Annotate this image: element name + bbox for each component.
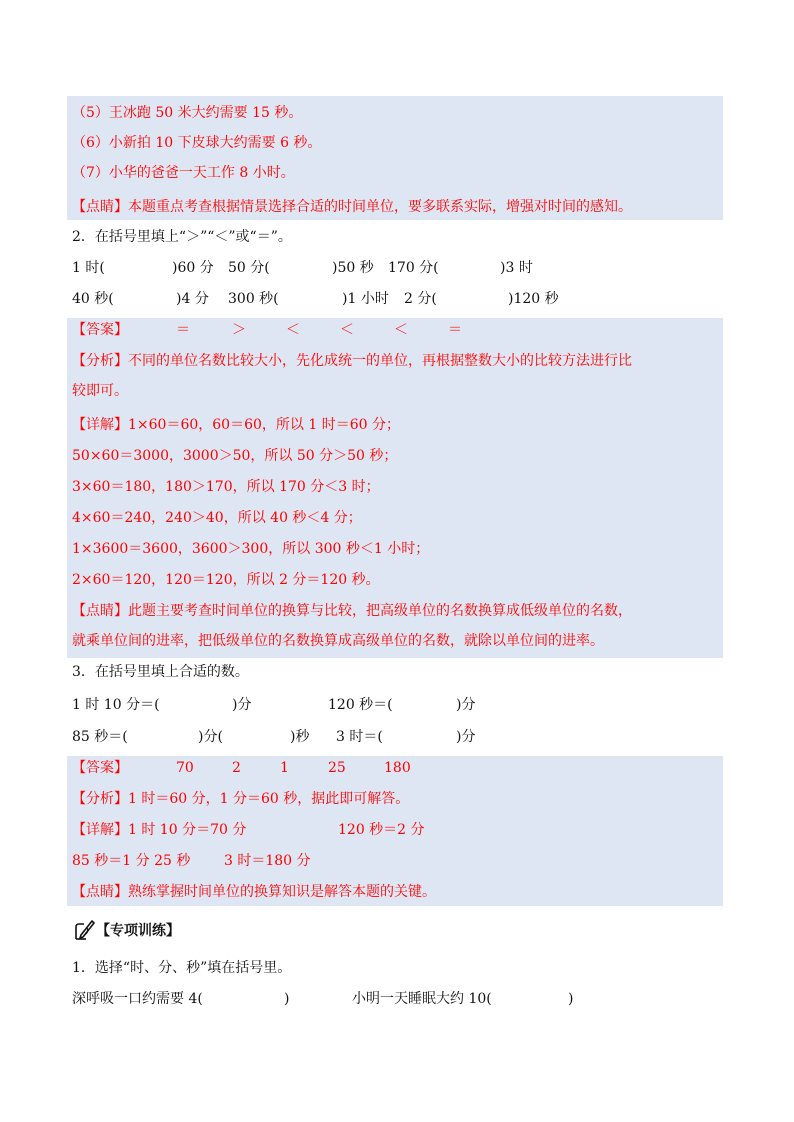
- blank-text: )60 分: [172, 260, 214, 276]
- answer-value: ＝: [176, 322, 190, 338]
- analysis-line: 【分析】不同的单位名数比较大小，先化成统一的单位，再根据整数大小的比较方法进行比: [72, 353, 632, 369]
- detail-text: 【详解】1 时 10 分＝70 分: [72, 822, 247, 838]
- answer-label: 【答案】: [72, 322, 128, 338]
- blank-text: )秒: [290, 729, 310, 745]
- answer-value: 25: [328, 760, 346, 776]
- blank-text: )4 分: [176, 291, 209, 307]
- analysis-line: 【分析】1 时＝60 分，1 分＝60 秒，据此即可解答。: [72, 791, 410, 807]
- answer-value: 2: [232, 760, 241, 776]
- blank-text: 170 分(: [388, 260, 439, 276]
- detail-line: 3×60＝180，180＞170，所以 170 分＜3 时；: [72, 479, 380, 495]
- answer-value: ＞: [232, 322, 246, 338]
- question-2-row-2: [72, 288, 672, 310]
- detail-line: 4×60＝240，240＞40，所以 40 秒＜4 分；: [72, 510, 362, 526]
- blank-text: )3 时: [500, 260, 533, 276]
- blank-text: 120 秒＝(: [328, 697, 393, 713]
- practice-1-row: [72, 988, 692, 1010]
- blank-text: )分: [456, 729, 476, 745]
- answer-row: [72, 319, 712, 341]
- answer-value: 70: [176, 760, 194, 776]
- section-title: 【专项训练】: [96, 923, 180, 939]
- question-3-row-1: [72, 694, 672, 716]
- pen-note-icon: [72, 918, 96, 942]
- blank-text: 小明一天睡眠大约 10(: [352, 991, 492, 1007]
- tip-line: 就乘单位间的进率，把低级单位的名数换算成高级单位的名数，就除以单位间的进率。: [72, 633, 604, 649]
- blank-text: 1 时(: [72, 260, 105, 276]
- blank-text: ): [284, 991, 290, 1007]
- analysis-line: 较即可。: [72, 383, 128, 399]
- blank-text: )分: [232, 697, 252, 713]
- answer-line: （7）小华的爸爸一天工作 8 小时。: [72, 165, 295, 181]
- blank-text: 3 时＝(: [336, 729, 383, 745]
- question-2-row-1: [72, 257, 672, 279]
- detail-line: 2×60＝120，120＝120，所以 2 分＝120 秒。: [72, 572, 380, 588]
- answer-value: ＜: [394, 322, 408, 338]
- detail-text: 3 时＝180 分: [224, 853, 311, 869]
- blank-text: 40 秒(: [72, 291, 114, 307]
- detail-text: 85 秒＝1 分 25 秒: [72, 853, 191, 869]
- answer-value: ＝: [448, 322, 462, 338]
- question-3-title: 3．在括号里填上合适的数。: [72, 664, 249, 680]
- question-3-row-2: [72, 726, 672, 748]
- answer-line: （6）小新拍 10 下皮球大约需要 6 秒。: [72, 135, 322, 151]
- blank-text: )分(: [198, 729, 223, 745]
- detail-line: 1×3600＝3600，3600＞300，所以 300 秒＜1 小时；: [72, 541, 430, 557]
- detail-row: [72, 850, 672, 872]
- blank-text: )50 秒: [332, 260, 374, 276]
- practice-1-title: 1．选择“时、分、秒”填在括号里。: [72, 960, 292, 976]
- answer-value: ＜: [286, 322, 300, 338]
- answer-value: 180: [384, 760, 411, 776]
- detail-row: [72, 819, 672, 841]
- answer-value: ＜: [340, 322, 354, 338]
- tip-line: 【点睛】本题重点考查根据情景选择合适的时间单位，要多联系实际，增强对时间的感知。: [72, 199, 632, 215]
- tip-line: 【点睛】此题主要考查时间单位的换算与比较，把高级单位的名数换算成低级单位的名数，: [72, 603, 632, 619]
- blank-text: 深呼吸一口约需要 4(: [72, 991, 203, 1007]
- answer-value: 1: [280, 760, 289, 776]
- answer-line: （5）王冰跑 50 米大约需要 15 秒。: [72, 105, 303, 121]
- blank-text: 1 时 10 分＝(: [72, 697, 160, 713]
- blank-text: )1 小时: [342, 291, 389, 307]
- detail-line: 【详解】1×60＝60，60＝60，所以 1 时＝60 分；: [72, 417, 400, 433]
- blank-text: )120 秒: [508, 291, 559, 307]
- blank-text: 85 秒＝(: [72, 729, 128, 745]
- blank-text: 300 秒(: [228, 291, 279, 307]
- blank-text: ): [568, 991, 574, 1007]
- answer-label: 【答案】: [72, 760, 128, 776]
- blank-text: )分: [456, 697, 476, 713]
- answer-row: [72, 757, 672, 779]
- tip-line: 【点睛】熟练掌握时间单位的换算知识是解答本题的关键。: [72, 884, 436, 900]
- blank-text: 2 分(: [404, 291, 437, 307]
- detail-line: 50×60＝3000，3000＞50，所以 50 分＞50 秒；: [72, 448, 398, 464]
- question-2-title: 2．在括号里填上“＞”“＜”或“＝”。: [72, 229, 292, 245]
- blank-text: 50 分(: [228, 260, 270, 276]
- detail-text: 120 秒＝2 分: [338, 822, 425, 838]
